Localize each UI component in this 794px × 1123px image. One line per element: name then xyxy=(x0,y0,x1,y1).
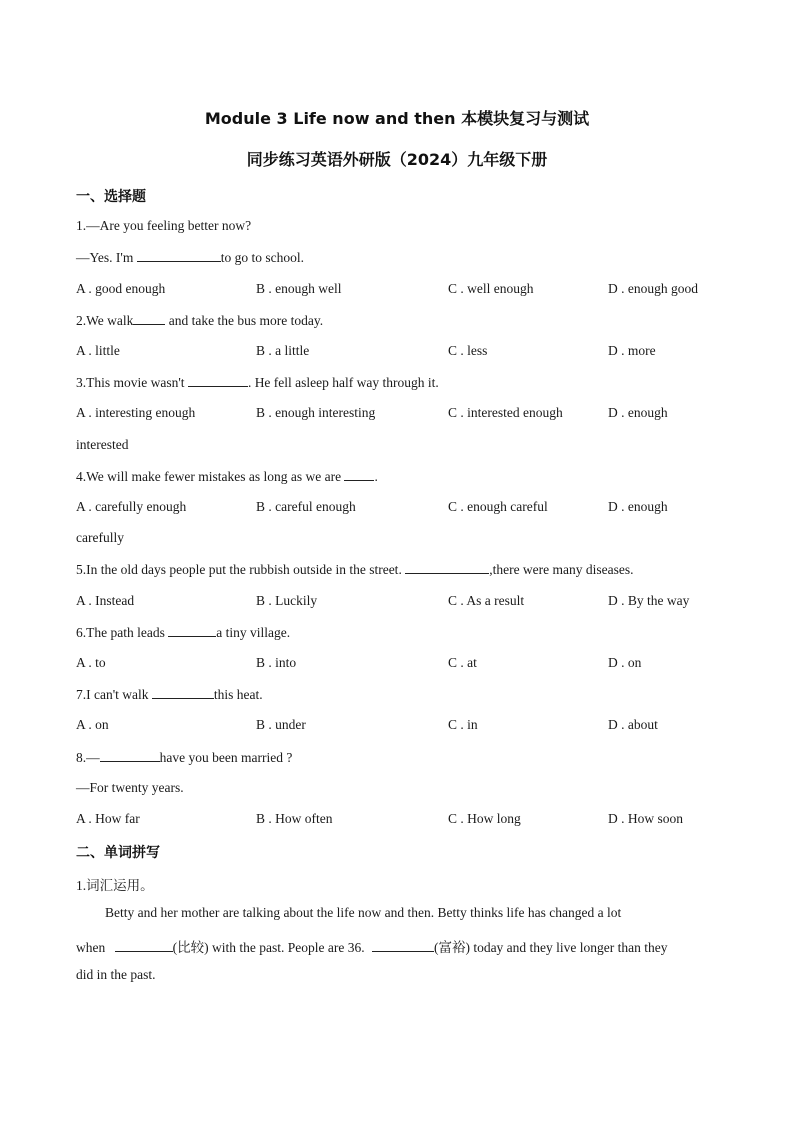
question-1-answer-line xyxy=(76,249,304,266)
question-5-text-pre: 5.In the old days people put the rubbish outside in the street. xyxy=(76,562,406,577)
passage-line-2 xyxy=(76,936,668,956)
answer-blank[interactable] xyxy=(133,312,165,325)
title-line-2: 同步练习英语外研版（2024）九年级下册 xyxy=(246,150,548,169)
question-3-text-pre: 3.This movie wasn't xyxy=(76,375,188,390)
passage-line-1: Betty and her mother are talking about the life now and then. Betty thinks life has changed a lot xyxy=(105,905,622,920)
q3-option-d-continued: interested xyxy=(76,437,129,452)
passage-text-mid-1: (比较) with the past. People are 36. xyxy=(172,940,368,955)
q5-option-a: A . Instead xyxy=(76,593,135,608)
answer-blank[interactable] xyxy=(115,939,173,952)
question-7-text-post: this heat. xyxy=(213,687,263,702)
title-line-1: Module 3 Life now and then 本模块复习与测试 xyxy=(204,109,590,128)
q7-option-b: B . under xyxy=(256,717,306,732)
question-4-text-post: . xyxy=(374,469,378,484)
q5-option-c: C . As a result xyxy=(448,593,525,608)
q8-option-b: B . How often xyxy=(256,811,333,826)
question-6-text-post: a tiny village. xyxy=(216,625,291,640)
passage-text-mid-2: (富裕) today and they live longer than they xyxy=(433,940,668,955)
q8-option-c: C . How long xyxy=(448,811,521,826)
question-6-stem xyxy=(76,624,290,641)
question-2-text-pre: 2.We walk xyxy=(76,313,134,328)
answer-blank[interactable] xyxy=(100,749,160,762)
section-heading-spelling: 二、单词拼写 xyxy=(76,845,160,861)
question-8-answer-line: —For twenty years. xyxy=(76,780,184,795)
q5-option-b: B . Luckily xyxy=(256,593,318,608)
question-4-stem xyxy=(76,468,378,485)
spelling-question-1: 1.词汇运用。 xyxy=(76,878,154,893)
q4-option-d-continued: carefully xyxy=(76,530,124,545)
q8-option-a: A . How far xyxy=(76,811,140,826)
answer-blank[interactable] xyxy=(152,686,214,699)
question-5-stem xyxy=(76,561,634,578)
question-7-text-pre: 7.I can't walk xyxy=(76,687,152,702)
q6-option-b: B . into xyxy=(256,655,297,670)
q2-option-a: A . little xyxy=(76,343,120,358)
question-1-text-pre: —Yes. I'm xyxy=(76,250,137,265)
q7-option-a: A . on xyxy=(76,717,109,732)
question-8-text-post: have you been married ? xyxy=(159,750,293,765)
q6-option-c: C . at xyxy=(448,655,477,670)
q1-option-b: B . enough well xyxy=(256,281,342,296)
answer-blank[interactable] xyxy=(188,374,248,387)
question-1-text-post: to go to school. xyxy=(220,250,304,265)
question-8-text-pre: 8.— xyxy=(76,750,100,765)
q8-option-d: D . How soon xyxy=(608,811,684,826)
q2-option-b: B . a little xyxy=(256,343,310,358)
q3-option-d: D . enough xyxy=(608,405,668,420)
q3-option-b: B . enough interesting xyxy=(256,405,376,420)
passage-line-3: did in the past. xyxy=(76,967,156,982)
question-8-stem xyxy=(76,749,292,766)
question-2-stem xyxy=(76,312,323,329)
q2-option-d: D . more xyxy=(608,343,656,358)
q3-option-a: A . interesting enough xyxy=(76,405,196,420)
question-6-text-pre: 6.The path leads xyxy=(76,625,169,640)
question-3-text-post: . He fell asleep half way through it. xyxy=(247,375,439,390)
passage-text-pre: when xyxy=(76,940,109,955)
question-3-stem xyxy=(76,374,439,391)
question-2-text-post: and take the bus more today. xyxy=(165,313,324,328)
answer-blank[interactable] xyxy=(168,624,216,637)
question-7-stem xyxy=(76,686,263,703)
q4-option-a: A . carefully enough xyxy=(76,499,187,514)
q7-option-d: D . about xyxy=(608,717,658,732)
q2-option-c: C . less xyxy=(448,343,488,358)
answer-blank[interactable] xyxy=(137,249,221,262)
answer-blank[interactable] xyxy=(372,939,434,952)
q5-option-d: D . By the way xyxy=(608,593,690,608)
question-5-text-post: ,there were many diseases. xyxy=(489,562,634,577)
question-4-text-pre: 4.We will make fewer mistakes as long as we are xyxy=(76,469,345,484)
answer-blank[interactable] xyxy=(344,468,374,481)
q1-option-c: C . well enough xyxy=(448,281,534,296)
answer-blank[interactable] xyxy=(405,561,489,574)
question-1-stem: 1.—Are you feeling better now? xyxy=(76,218,252,233)
q4-option-c: C . enough careful xyxy=(448,499,548,514)
section-heading-choice: 一、选择题 xyxy=(76,189,146,205)
q4-option-b: B . careful enough xyxy=(256,499,356,514)
q1-option-a: A . good enough xyxy=(76,281,166,296)
q4-option-d: D . enough xyxy=(608,499,668,514)
q6-option-a: A . to xyxy=(76,655,106,670)
q1-option-d: D . enough good xyxy=(608,281,698,296)
q6-option-d: D . on xyxy=(608,655,642,670)
q3-option-c: C . interested enough xyxy=(448,405,563,420)
q7-option-c: C . in xyxy=(448,717,478,732)
